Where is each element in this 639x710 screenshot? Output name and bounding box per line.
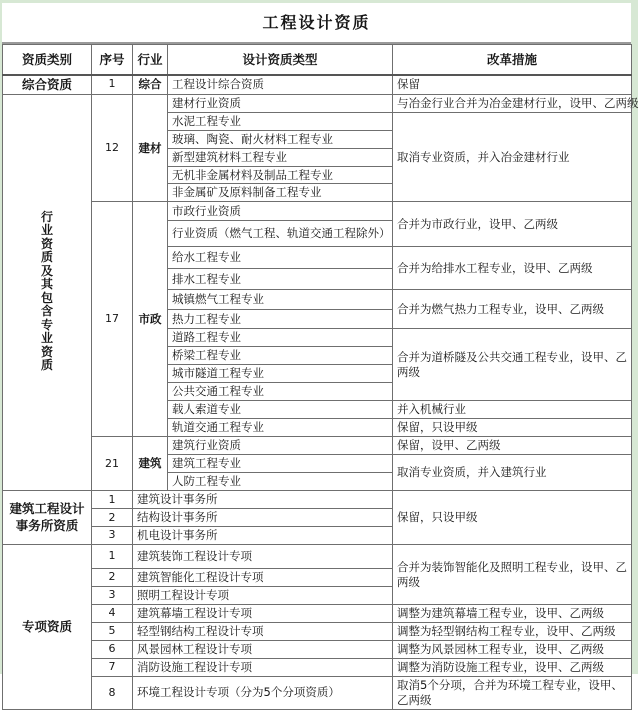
type-cell: [133, 622, 393, 640]
reform-cell-text: 取消专业资质，并入建筑行业: [397, 465, 547, 480]
type-cell-text: 结构设计事务所: [137, 510, 218, 525]
type-cell-text: 建材行业资质: [172, 95, 241, 110]
seq-cell-text: 7: [108, 660, 116, 674]
type-cell: [168, 347, 393, 365]
type-cell: [133, 509, 393, 527]
type-cell-text: 水泥工程专业: [172, 113, 241, 128]
seq-cell: [92, 587, 133, 605]
seq-cell: [92, 622, 133, 640]
reform-cell-text: 与冶金行业合并为冶金建材行业，设甲、乙两级: [397, 95, 639, 110]
seq-cell: [92, 509, 133, 527]
type-cell: [133, 658, 393, 676]
reform-cell: [393, 455, 632, 491]
type-cell-text: 建筑工程专业: [172, 456, 241, 471]
table-row: [3, 437, 632, 455]
reform-cell: [393, 545, 632, 605]
type-cell: [168, 419, 393, 437]
reform-cell-text: 保留: [397, 77, 420, 92]
seq-cell: [92, 75, 133, 95]
type-cell: [168, 221, 393, 247]
type-cell: [168, 383, 393, 401]
type-cell-text: 道路工程专业: [172, 330, 241, 345]
industry-cell-text: 综合: [138, 77, 162, 92]
reform-cell: [393, 290, 632, 329]
type-cell-text: 载人索道专业: [172, 402, 241, 417]
type-cell: [168, 455, 393, 473]
reform-cell: [393, 605, 632, 623]
type-cell: [168, 148, 393, 166]
type-cell-text: 给水工程专业: [172, 250, 241, 265]
category-cell: [3, 491, 92, 545]
document-panel: [2, 3, 639, 710]
reform-cell-text: 调整为建筑幕墙工程专业，设甲、乙两级: [397, 606, 604, 620]
category-cell: [3, 545, 92, 710]
reform-cell-text: 调整为风景园林工程专业，设甲、乙两级: [397, 641, 604, 656]
type-cell-text: 玻璃、陶瓷、耐火材料工程专业: [172, 131, 333, 146]
seq-cell: [92, 527, 133, 545]
seq-cell: [92, 545, 133, 569]
reform-cell: [393, 658, 632, 676]
type-cell-text: 新型建筑材料工程专业: [172, 149, 287, 164]
header-row: [3, 45, 632, 75]
type-cell: [133, 587, 393, 605]
type-cell-text: 机电设计事务所: [137, 528, 218, 543]
type-cell: [133, 527, 393, 545]
reform-cell: [393, 419, 632, 437]
reform-cell-text: 调整为消防设施工程专业，设甲、乙两级: [397, 659, 604, 674]
type-cell-text: 环境工程设计专项（分为5个分项资质）: [137, 685, 340, 700]
page-title: 工程设计资质: [2, 3, 631, 44]
table-header: [3, 45, 632, 75]
type-cell-text: 建筑设计事务所: [137, 492, 218, 507]
seq-cell-text: 1: [108, 77, 116, 91]
seq-cell-text: 12: [105, 140, 119, 154]
type-cell-text: 非金属矿及原料制备工程专业: [172, 185, 322, 200]
type-cell-text: 市政行业资质: [172, 203, 241, 218]
category-cell-text: 专项资质: [21, 618, 72, 634]
type-cell: [133, 545, 393, 569]
industry-cell: [133, 202, 168, 437]
industry-cell: [133, 75, 168, 95]
reform-cell-text: 保留，只设甲级: [397, 420, 478, 435]
seq-cell-text: 3: [108, 588, 116, 602]
reform-cell-text: 取消5个分项，合并为环境工程专业，设甲、乙两级: [397, 677, 623, 707]
table-body: [3, 75, 639, 710]
reform-cell-text: 合并为装饰智能化及照明工程专业，设甲、乙两级: [397, 559, 627, 589]
industry-cell: [133, 437, 168, 491]
type-cell-text: 人防工程专业: [172, 474, 241, 489]
type-cell: [133, 605, 393, 623]
reform-cell: [393, 640, 632, 658]
type-cell-text: 热力工程专业: [172, 311, 241, 326]
type-cell: [168, 401, 393, 419]
seq-cell-text: 2: [108, 510, 116, 524]
type-cell: [168, 184, 393, 202]
reform-cell-text: 取消专业资质，并入冶金建材行业: [397, 149, 570, 164]
type-cell-text: 轨道交通工程专业: [172, 420, 264, 435]
table-row: [3, 545, 632, 569]
type-cell-text: 照明工程设计专项: [137, 588, 229, 603]
seq-cell-text: 2: [108, 570, 116, 584]
type-cell-text: 城市隧道工程专业: [172, 366, 264, 381]
seq-cell-text: 8: [108, 685, 116, 699]
seq-cell-text: 4: [108, 606, 116, 620]
reform-cell: [393, 676, 632, 709]
table-row: [3, 202, 632, 221]
col-header-industry: 行业: [133, 45, 168, 75]
reform-cell: [393, 622, 632, 640]
category-cell: [3, 94, 92, 491]
type-cell-text: 风景园林工程设计专项: [137, 641, 252, 656]
table-row: [3, 94, 632, 112]
type-cell: [133, 640, 393, 658]
seq-cell: [92, 658, 133, 676]
type-cell-text: 工程设计综合资质: [172, 77, 264, 92]
category-cell-text: 行业资质及其包含专业资质: [41, 209, 54, 373]
type-cell: [168, 290, 393, 310]
type-cell-text: 建筑幕墙工程设计专项: [137, 606, 252, 620]
type-cell: [168, 365, 393, 383]
reform-cell-text: 保留，设甲、乙两级: [397, 438, 501, 453]
table-row: [3, 640, 632, 658]
type-cell: [168, 75, 393, 95]
type-cell: [168, 269, 393, 290]
industry-cell-text: 市政: [138, 311, 162, 326]
type-cell-text: 建筑行业资质: [172, 438, 241, 453]
col-header-reform: 改革措施: [393, 45, 632, 75]
reform-cell: [393, 329, 632, 401]
seq-cell: [92, 94, 133, 202]
industry-cell-text: 建材: [138, 140, 162, 155]
reform-cell-text: 合并为道桥隧及公共交通工程专业，设甲、乙两级: [397, 349, 627, 379]
type-cell: [168, 130, 393, 148]
seq-cell-text: 21: [105, 456, 119, 470]
reform-cell: [393, 75, 632, 95]
reform-cell: [393, 202, 632, 247]
col-header-seq: 序号: [92, 45, 133, 75]
reform-cell: [393, 247, 632, 290]
seq-cell-text: 6: [108, 642, 116, 656]
type-cell: [168, 329, 393, 347]
reform-cell: [393, 401, 632, 419]
reform-cell-text: 调整为轻型钢结构工程专业，设甲、乙两级: [397, 623, 616, 638]
type-cell: [168, 166, 393, 184]
type-cell: [168, 437, 393, 455]
type-cell: [168, 247, 393, 269]
seq-cell: [92, 202, 133, 437]
seq-cell-text: 1: [108, 492, 116, 506]
type-cell: [133, 676, 393, 709]
seq-cell: [92, 676, 133, 709]
type-cell-text: 消防设施工程设计专项: [137, 659, 252, 674]
type-cell-text: 建筑装饰工程设计专项: [137, 549, 252, 564]
industry-cell-text: 建筑: [138, 456, 162, 471]
reform-cell: [393, 437, 632, 455]
seq-cell-text: 5: [108, 624, 116, 638]
reform-cell: [393, 491, 632, 545]
type-cell-text: 行业资质（燃气工程、轨道交通工程除外）: [172, 226, 391, 241]
type-cell-text: 排水工程专业: [172, 271, 241, 286]
type-cell-text: 桥梁工程专业: [172, 348, 241, 363]
category-cell-text: 建筑工程设计事务所资质: [9, 501, 85, 533]
industry-cell: [133, 94, 168, 202]
reform-cell-text: 保留，只设甲级: [397, 510, 478, 525]
reform-cell: [393, 112, 632, 202]
table-row: [3, 75, 632, 95]
type-cell: [133, 491, 393, 509]
table-row: [3, 676, 632, 709]
table-row: [3, 605, 632, 623]
seq-cell-text: 17: [105, 312, 119, 326]
seq-cell-text: 3: [108, 528, 116, 542]
category-cell: [3, 75, 92, 95]
reform-cell-text: 并入机械行业: [397, 402, 466, 417]
type-cell: [168, 112, 393, 130]
type-cell-text: 城镇燃气工程专业: [172, 292, 264, 307]
type-cell-text: 轻型钢结构工程设计专项: [137, 623, 264, 638]
seq-cell: [92, 640, 133, 658]
seq-cell-text: 1: [108, 549, 116, 563]
reform-cell-text: 合并为燃气热力工程专业，设甲、乙两级: [397, 301, 604, 316]
type-cell: [168, 473, 393, 491]
type-cell-text: 无机非金属材料及制品工程专业: [172, 167, 333, 182]
seq-cell: [92, 491, 133, 509]
reform-cell-text: 合并为给排水工程专业，设甲、乙两级: [397, 260, 593, 275]
reform-cell-text: 合并为市政行业，设甲、乙两级: [397, 216, 558, 231]
type-cell-text: 公共交通工程专业: [172, 384, 264, 399]
col-header-type: 设计资质类型: [168, 45, 393, 75]
type-cell: [168, 310, 393, 329]
table-row: [3, 491, 632, 509]
seq-cell: [92, 569, 133, 587]
table-row: [3, 622, 632, 640]
type-cell: [168, 94, 393, 112]
type-cell: [133, 569, 393, 587]
reform-cell: [393, 94, 639, 112]
col-header-category: 资质类别: [3, 45, 92, 75]
seq-cell: [92, 605, 133, 623]
category-cell-text: 综合资质: [21, 76, 72, 92]
seq-cell: [92, 437, 133, 491]
type-cell: [168, 202, 393, 221]
table-row: [3, 658, 632, 676]
type-cell-text: 建筑智能化工程设计专项: [137, 570, 264, 585]
qualification-table: [2, 44, 639, 710]
